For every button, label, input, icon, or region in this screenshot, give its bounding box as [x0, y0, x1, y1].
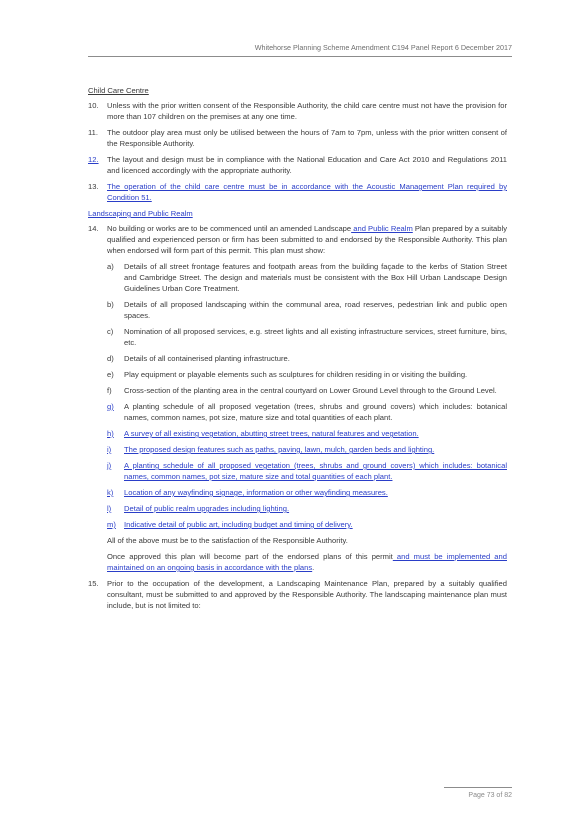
condition-text-inserted: The operation of the child care centre must be in accordance with the Acoustic Management Plan required by Condition 51.	[107, 182, 507, 202]
subitem-letter: h)	[107, 429, 114, 438]
document-body	[88, 85, 507, 616]
subitem-text-inserted: A planting schedule of all proposed vegetation (trees, shrubs and ground covers) which includes: botanical names, common names, pot size, mature size and total quantities of each plant.	[124, 461, 507, 481]
subitem-letter: m)	[107, 520, 116, 529]
subitem-text-inserted: A survey of all existing vegetation, abutting street trees, natural features and vegetation.	[124, 429, 419, 438]
condition-number: 14.	[88, 224, 99, 233]
subitem-l	[107, 503, 507, 514]
subitem-letter: c)	[107, 327, 114, 336]
subitem-letter: b)	[107, 300, 114, 309]
subitem-text-inserted: Detail of public realm upgrades including lighting.	[124, 504, 290, 513]
subitem-a	[107, 261, 507, 294]
subitem-letter: j)	[107, 461, 112, 470]
condition-10	[88, 100, 507, 122]
subitem-text-inserted: Indicative detail of public art, including budget and timing of delivery.	[124, 520, 353, 529]
approval-paragraph	[107, 551, 507, 573]
condition-12	[88, 154, 507, 176]
subitem-text: Cross-section of the planting area in the central courtyard on Lower Ground Level through to the Ground Level.	[124, 386, 497, 395]
subitem-f	[107, 385, 507, 396]
condition-text: The outdoor play area must only be utilised between the hours of 7am to 7pm, unless with the prior written consent of the Responsible Authority.	[107, 128, 507, 148]
subitem-e	[107, 369, 507, 380]
condition-number: 15.	[88, 579, 99, 588]
condition-13	[88, 181, 507, 203]
subitem-text: Details of all street frontage features and footpath areas from the building façade to the kerbs of Station Street and Cambridge Street. The design and materials must be consistent with the Box Hill Urban Landscape Design Guidelines Urban Core Treatment.	[124, 262, 507, 293]
condition-number: 13.	[88, 182, 99, 191]
subitem-letter: a)	[107, 262, 114, 271]
subitem-c	[107, 326, 507, 348]
condition-text: Unless with the prior written consent of the Responsible Authority, the child care centre must not have the provision for more than 107 children on the premises at any one time.	[107, 101, 507, 121]
condition-text	[107, 223, 507, 256]
page-number: Page 73 of 82	[468, 792, 512, 799]
subitem-text: A planting schedule of all proposed vegetation (trees, shrubs and ground covers) which includes: botanical names, common names, pot size, mature size and total quantities of each plant.	[124, 402, 507, 422]
subitem-k	[107, 487, 507, 498]
footer-divider	[444, 787, 512, 788]
condition-number-inserted: 12.	[88, 155, 99, 164]
section-heading-landscaping: Landscaping and Public Realm	[88, 209, 193, 218]
subitem-text-inserted: The proposed design features such as paths, paving, lawn, mulch, garden beds and lighting.	[124, 445, 435, 454]
subitem-letter: e)	[107, 370, 114, 379]
condition-11	[88, 127, 507, 149]
subitem-text: Details of all proposed landscaping within the communal area, road reserves, pedestrian link and public open spaces.	[124, 300, 507, 320]
condition-15	[88, 578, 507, 611]
condition-number: 11.	[88, 128, 98, 137]
subitem-text: Nomination of all proposed services, e.g. street lights and all existing infrastructure services, street furniture, bins, etc.	[124, 327, 507, 347]
approval-text-part: Once approved this plan will become part of the endorsed plans of this permit	[107, 552, 393, 561]
subitem-text-inserted: Location of any wayfinding signage, information or other wayfinding measures.	[124, 488, 388, 497]
condition-text: Prior to the occupation of the development, a Landscaping Maintenance Plan, prepared by a suitably qualified consultant, must be submitted to and approved by the Responsible Authority. The landscaping maintenance plan must include, but is not limited to:	[107, 579, 507, 610]
header-divider	[88, 56, 512, 57]
condition-text: The layout and design must be in compliance with the National Education and Care Act 2010 and Regulations 2011 and licenced accordingly with the appropriate authority.	[107, 155, 507, 175]
page-header: Whitehorse Planning Scheme Amendment C194 Panel Report 6 December 2017	[254, 43, 512, 52]
subitem-text: Play equipment or playable elements such as sculptures for children residing in or visiting the building.	[124, 370, 468, 379]
subitem-h	[107, 428, 507, 439]
subitem-d	[107, 353, 507, 364]
condition-14	[88, 223, 507, 256]
subitem-b	[107, 299, 507, 321]
subitem-j	[107, 460, 507, 482]
subitem-letter: i)	[107, 445, 112, 454]
condition-text-part: No building or works are to be commenced until an amended Landscape	[107, 224, 352, 233]
subitem-letter: k)	[107, 488, 114, 497]
subitem-letter: l)	[107, 504, 112, 513]
condition-text-part: Plan prepared by a suitably qualified and experienced person or firm has been submitted to and endorsed by the Responsible Authority. This plan when endorsed will form part of this permit. This plan must show:	[107, 224, 507, 255]
subitem-g	[107, 401, 507, 423]
inserted-text: and Public Realm	[351, 224, 413, 233]
subitem-letter-inserted: g)	[107, 402, 114, 411]
condition-number: 10.	[88, 101, 99, 110]
subitem-letter: d)	[107, 354, 114, 363]
subitem-text: Details of all containerised planting infrastructure.	[124, 354, 290, 363]
satisfaction-paragraph: All of the above must be to the satisfaction of the Responsible Authority.	[107, 536, 348, 545]
approval-text-part: .	[312, 563, 315, 572]
subitem-m	[107, 519, 507, 530]
section-heading-child-care: Child Care Centre	[88, 86, 149, 95]
inserted-text: and must be implemented and maintained on an ongoing basis in accordance with the plans	[107, 552, 507, 572]
subitem-letter: f)	[107, 386, 112, 395]
subitem-i	[107, 444, 507, 455]
